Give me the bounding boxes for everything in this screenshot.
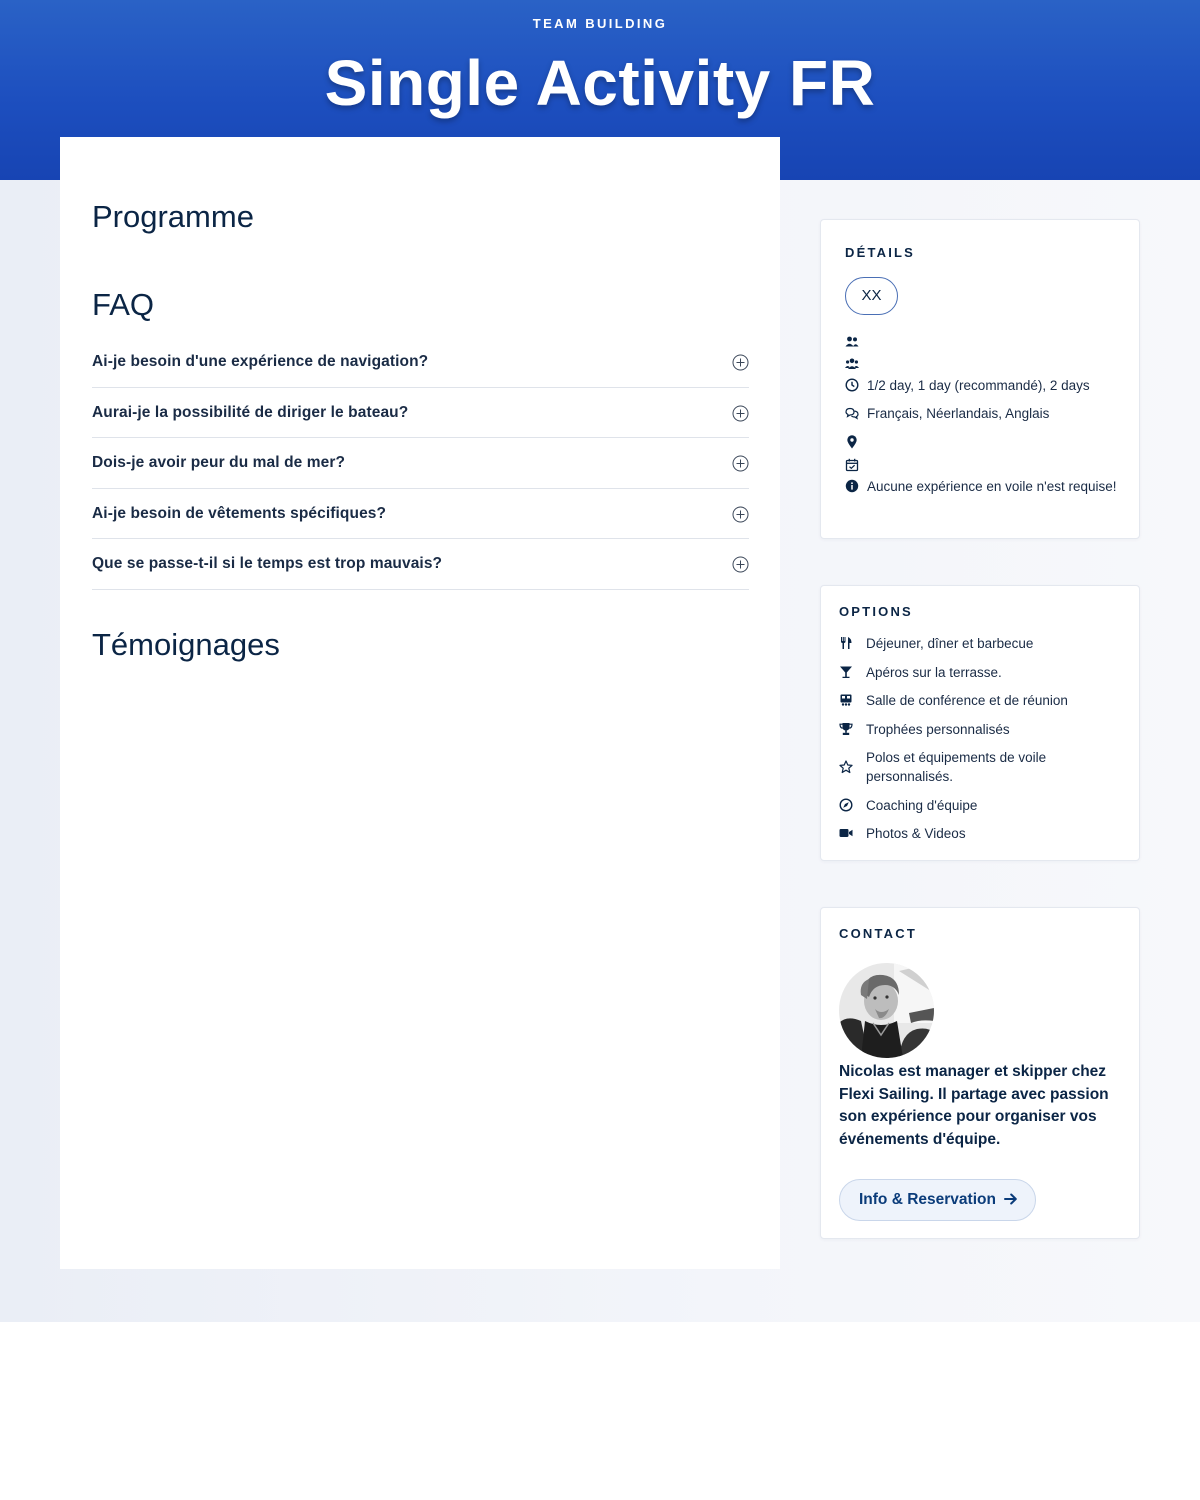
arrow-right-icon bbox=[1004, 1193, 1018, 1205]
compass-icon bbox=[839, 798, 853, 812]
faq-heading: FAQ bbox=[92, 287, 155, 322]
clock-icon bbox=[845, 378, 859, 392]
plus-circle-icon[interactable] bbox=[732, 556, 749, 573]
faq-list bbox=[92, 337, 749, 590]
option-text: Coaching d'équipe bbox=[866, 798, 978, 813]
option-text: Apéros sur la terrasse. bbox=[866, 665, 1002, 680]
users-icon bbox=[845, 335, 859, 349]
main-content bbox=[60, 137, 780, 1269]
faq-question: Aurai-je la possibilité de diriger le bateau? bbox=[92, 403, 409, 421]
info-reservation-label: Info & Reservation bbox=[859, 1191, 996, 1208]
faq-item[interactable] bbox=[92, 489, 749, 540]
calendar-check-icon bbox=[845, 458, 859, 472]
avatar bbox=[839, 963, 934, 1058]
cutlery-icon bbox=[839, 636, 853, 650]
programme-heading: Programme bbox=[92, 199, 254, 234]
page-title: Single Activity FR bbox=[324, 47, 876, 119]
details-row bbox=[845, 477, 1125, 496]
option-item bbox=[839, 663, 1129, 682]
contact-card bbox=[820, 907, 1140, 1239]
faq-item[interactable] bbox=[92, 337, 749, 388]
faq-question: Ai-je besoin d'une expérience de navigation? bbox=[92, 353, 429, 370]
map-pin-icon bbox=[845, 435, 859, 449]
option-text: Polos et équipements de voile personnalisés. bbox=[866, 750, 1047, 784]
cocktail-icon bbox=[839, 665, 853, 679]
info-icon bbox=[845, 479, 859, 493]
option-text: Trophées personnalisés bbox=[866, 722, 1010, 737]
option-text: Déjeuner, dîner et barbecue bbox=[866, 636, 1034, 651]
details-pill: XX bbox=[845, 277, 898, 315]
details-row-text: Aucune expérience en voile n'est requise! bbox=[867, 479, 1117, 494]
details-card bbox=[820, 219, 1140, 539]
faq-question: Que se passe-t-il si le temps est trop mauvais? bbox=[92, 555, 443, 573]
option-item bbox=[839, 691, 1129, 710]
details-row-text: 1/2 day, 1 day (recommandé), 2 days bbox=[867, 378, 1090, 393]
plus-circle-icon[interactable] bbox=[732, 506, 749, 523]
option-item bbox=[839, 748, 1129, 786]
details-row-text: Français, Néerlandais, Anglais bbox=[867, 406, 1050, 421]
faq-item[interactable] bbox=[92, 539, 749, 590]
contact-title: CONTACT bbox=[839, 926, 917, 941]
info-reservation-button[interactable] bbox=[839, 1179, 1036, 1221]
plus-circle-icon[interactable] bbox=[732, 405, 749, 422]
options-card bbox=[820, 585, 1140, 861]
details-row bbox=[845, 376, 1125, 395]
star-icon bbox=[839, 760, 853, 774]
options-title: OPTIONS bbox=[839, 604, 913, 619]
hero-kicker: TEAM BUILDING bbox=[532, 16, 668, 31]
plus-circle-icon[interactable] bbox=[732, 354, 749, 371]
faq-item[interactable] bbox=[92, 388, 749, 439]
presentation-icon bbox=[839, 693, 853, 707]
testimonials-heading: Témoignages bbox=[92, 627, 280, 662]
faq-question: Ai-je besoin de vêtements spécifiques? bbox=[92, 504, 387, 522]
option-item bbox=[839, 720, 1129, 739]
details-title: DÉTAILS bbox=[845, 245, 916, 260]
trophy-icon bbox=[839, 722, 853, 736]
option-text: Photos & Videos bbox=[866, 826, 966, 841]
contact-photo bbox=[839, 963, 934, 1058]
chat-icon bbox=[845, 406, 859, 420]
details-row bbox=[845, 404, 1125, 423]
option-item bbox=[839, 824, 1129, 843]
video-camera-icon bbox=[839, 826, 853, 840]
group-icon bbox=[845, 357, 859, 371]
option-text: Salle de conférence et de réunion bbox=[866, 693, 1068, 708]
faq-question: Dois-je avoir peur du mal de mer? bbox=[92, 454, 346, 472]
option-item bbox=[839, 634, 1129, 653]
option-item bbox=[839, 796, 1129, 815]
plus-circle-icon[interactable] bbox=[732, 455, 749, 472]
faq-item[interactable] bbox=[92, 438, 749, 489]
contact-bio: Nicolas est manager et skipper chez Flexi Sailing. Il partage avec passion son expérience pour organiser vos événements d'équipe. bbox=[839, 1063, 1109, 1148]
